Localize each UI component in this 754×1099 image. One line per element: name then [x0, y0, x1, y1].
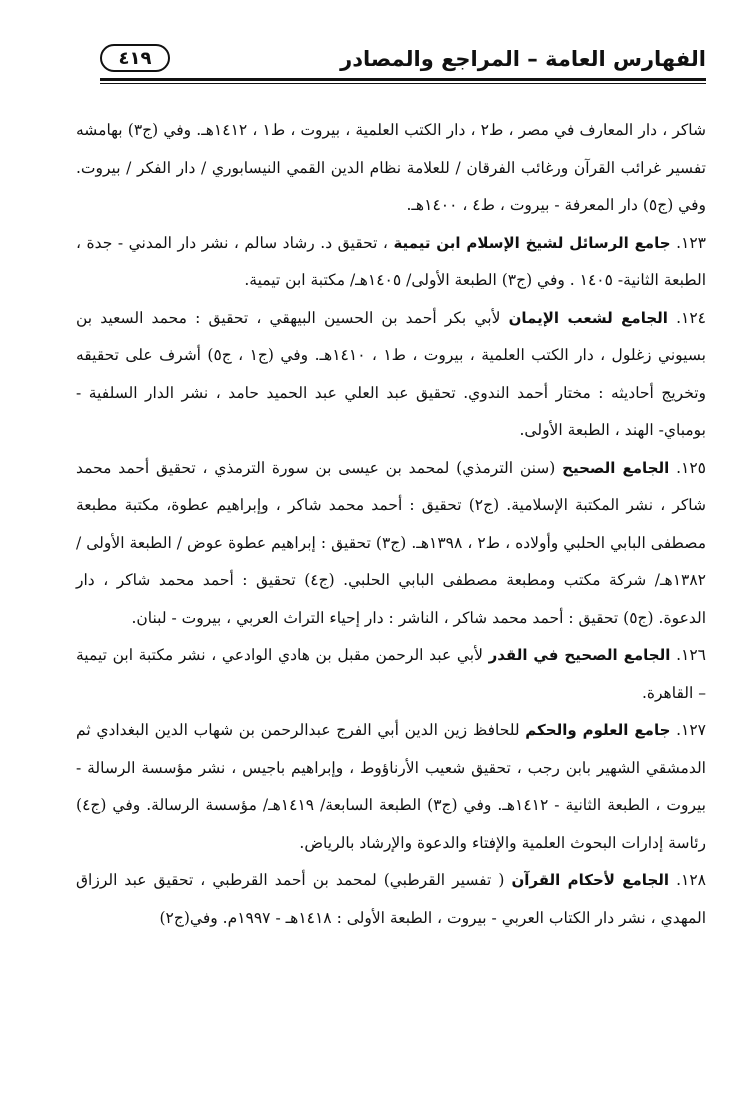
- entry-text: ( تفسير القرطبي) لمحمد بن أحمد القرطبي ، تحقيق عبد الرزاق المهدي ، نشر دار الكتاب العربي - بيروت ، الطبعة الأولى : ١٤١٨هـ - ١٩٩٧م. وفي(ج٢): [76, 871, 706, 927]
- entry-text: شاكر ، دار المعارف في مصر ، ط٢ ، دار الكتب العلمية ، بيروت ، ط١ ، ١٤١٢هـ. وفي (ج٣) بهامشه تفسير غرائب القرآن ورغائب الفرقان / للعلامة نظام الدين القمي النيسابوري / دار الفكر / بيروت. وفي (ج٥) دار المعرفة - بيروت ، ط٤ ، ١٤٠٠هـ.: [76, 121, 706, 214]
- reference-entry-continuation: [76, 112, 706, 225]
- entry-text: لأبي عبد الرحمن مقبل بن هادي الوادعي ، نشر مكتبة ابن تيمية – القاهرة.: [76, 646, 706, 702]
- header-rule: [100, 78, 706, 84]
- header-title: الفهارس العامة – المراجع والمصادر: [340, 47, 706, 71]
- entry-title: الجامع لشعب الإيمان: [508, 308, 668, 327]
- entry-text: لأبي بكر أحمد بن الحسين البيهقي ، تحقيق : محمد السعيد بن بسيوني زغلول ، دار الكتب العلمية ، بيروت ، ط١ ، ١٤١٠هـ. وفي (ج١ ، ج٥) أشرف على تحقيقه وتخريج أحاديثه : مختار أحمد الندوي. تحقيق عبد العلي عبد الحميد حامد ، نشر الدار السلفية - بومباي- الهند ، الطبعة الأولى.: [76, 308, 706, 439]
- reference-entry-123: [76, 225, 706, 300]
- entry-number: ١٢٧.: [676, 721, 707, 739]
- page-number-badge: [100, 44, 170, 72]
- reference-entry-128: [76, 862, 706, 937]
- reference-entry-126: [76, 637, 706, 712]
- entry-number: ١٢٨.: [676, 871, 706, 889]
- entry-number: ١٢٤.: [676, 308, 707, 327]
- entry-number: ١٢٣.: [676, 233, 706, 252]
- entry-title: الجامع لأحكام القرآن: [511, 871, 670, 889]
- entry-number: ١٢٦.: [676, 646, 706, 664]
- entry-text: (سنن الترمذي) لمحمد بن عيسى بن سورة الترمذي ، تحقيق أحمد محمد شاكر ، نشر المكتبة الإسلامية. (ج٢) تحقيق : أحمد محمد شاكر ، وإبراهيم عطوة، مكتبة مطبعة مصطفى البابي الحلبي وأولاده ، ط٢ ، ١٣٩٨هـ. (ج٣) تحقيق : إبراهيم عطوة عوض / الطبعة الأولى / ١٣٨٢هـ/ شركة مكتب ومطبعة مصطفى البابي الحلبي. (ج٤) تحقيق : أحمد محمد شاكر ، دار الدعوة. (ج٥) تحقيق : أحمد محمد شاكر ، الناشر : دار إحياء التراث العربي ، بيروت - لبنان.: [76, 458, 706, 627]
- entry-title: الجامع الصحيح: [562, 458, 670, 477]
- running-header: [100, 42, 706, 78]
- entry-title: جامع العلوم والحكم: [525, 721, 671, 739]
- page-number: ٤١٩: [118, 47, 152, 69]
- reference-entry-125: [76, 450, 706, 638]
- entry-title: جامع الرسائل لشيخ الإسلام ابن تيمية: [393, 233, 671, 252]
- entry-number: ١٢٥.: [676, 458, 706, 477]
- entry-text: ، تحقيق د. رشاد سالم ، نشر دار المدني - جدة ، الطبعة الثانية- ١٤٠٥ . وفي (ج٣) الطبعة الأولى/ ١٤٠٥هـ/ مكتبة ابن تيمية.: [76, 233, 706, 289]
- references-list: [76, 112, 706, 937]
- reference-entry-124: [76, 300, 706, 450]
- reference-entry-127: [76, 712, 706, 862]
- entry-title: الجامع الصحيح في القدر: [488, 646, 671, 664]
- entry-text: للحافظ زين الدين أبي الفرج عبدالرحمن بن شهاب الدين البغدادي ثم الدمشقي الشهير بابن رجب ، تحقيق شعيب الأرناؤوط ، وإبراهيم باجيس ، نشر مؤسسة الرسالة - بيروت ، الطبعة الثانية - ١٤١٢هـ. وفي (ج٣) الطبعة السابعة/ ١٤١٩هـ/ مؤسسة الرسالة. وفي (ج٤) رئاسة إدارات البحوث العلمية والإفتاء والدعوة والإرشاد بالرياض.: [76, 721, 706, 852]
